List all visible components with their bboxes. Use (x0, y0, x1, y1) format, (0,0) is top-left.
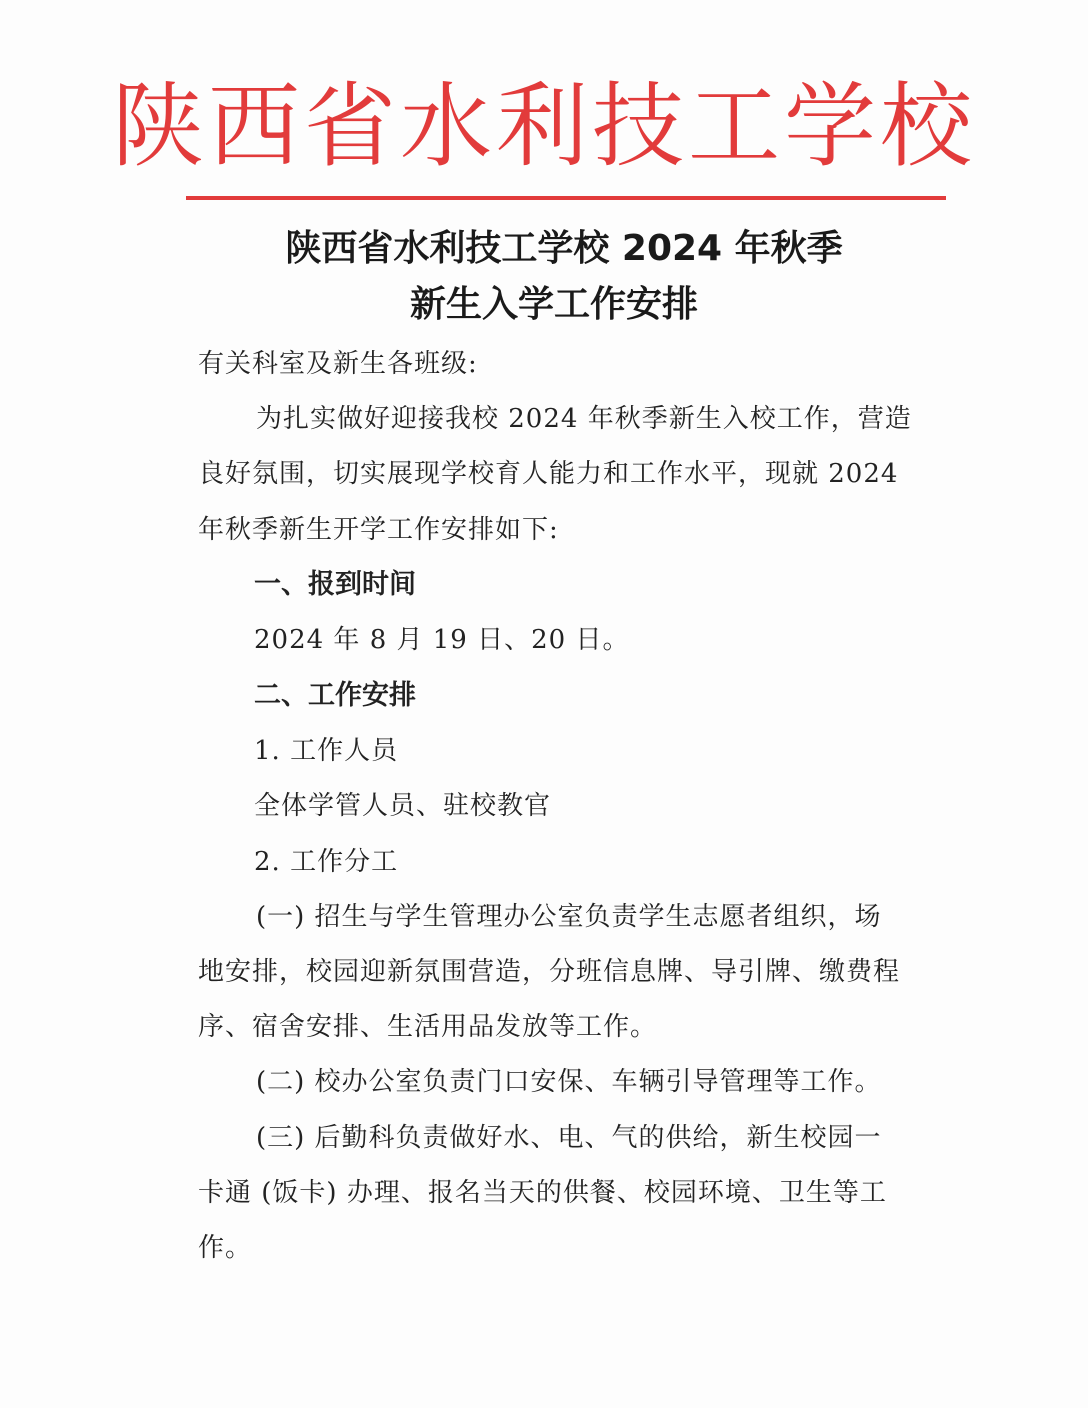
division-item1-line3: 序、宿舍安排、生活用品发放等工作。 (198, 1012, 658, 1042)
staff-content: 全体学管人员、驻校教官 (254, 791, 552, 821)
section1-date: 2024 年 8 月 19 日、20 日。 (254, 625, 630, 655)
division-item3-line3: 作。 (198, 1233, 253, 1263)
document-title-line2: 新生入学工作安排 (409, 284, 698, 325)
document-title-line1: 陕西省水利技工学校 2024 年秋季 (285, 228, 843, 269)
letterhead-school-name: 陕西省水利技工学校 (111, 73, 976, 180)
division-subheading: 2. 工作分工 (254, 847, 399, 877)
staff-subheading: 1. 工作人员 (254, 736, 399, 766)
division-item3-line2: 卡通 (饭卡) 办理、报名当天的供餐、校园环境、卫生等工 (198, 1178, 887, 1208)
salutation: 有关科室及新生各班级: (198, 349, 478, 379)
division-item2-line1: (二) 校办公室负责门口安保、车辆引导管理等工作。 (256, 1067, 882, 1097)
division-item1-line2: 地安排，校园迎新氛围营造，分班信息牌、导引牌、缴费程 (198, 957, 901, 987)
division-item1-line1: (一) 招生与学生管理办公室负责学生志愿者组织，场 (256, 902, 882, 932)
section1-heading: 一、报到时间 (254, 569, 416, 600)
letterhead-red-rule (186, 196, 946, 200)
section2-heading: 二、工作安排 (254, 680, 416, 711)
intro-paragraph-line2: 良好氛围，切实展现学校育人能力和工作水平，现就 2024 (198, 459, 899, 489)
division-item3-line1: (三) 后勤科负责做好水、电、气的供给，新生校园一 (256, 1123, 882, 1153)
intro-paragraph-line3: 年秋季新生开学工作安排如下: (198, 515, 559, 545)
intro-paragraph-line1: 为扎实做好迎接我校 2024 年秋季新生入校工作，营造 (256, 404, 912, 434)
